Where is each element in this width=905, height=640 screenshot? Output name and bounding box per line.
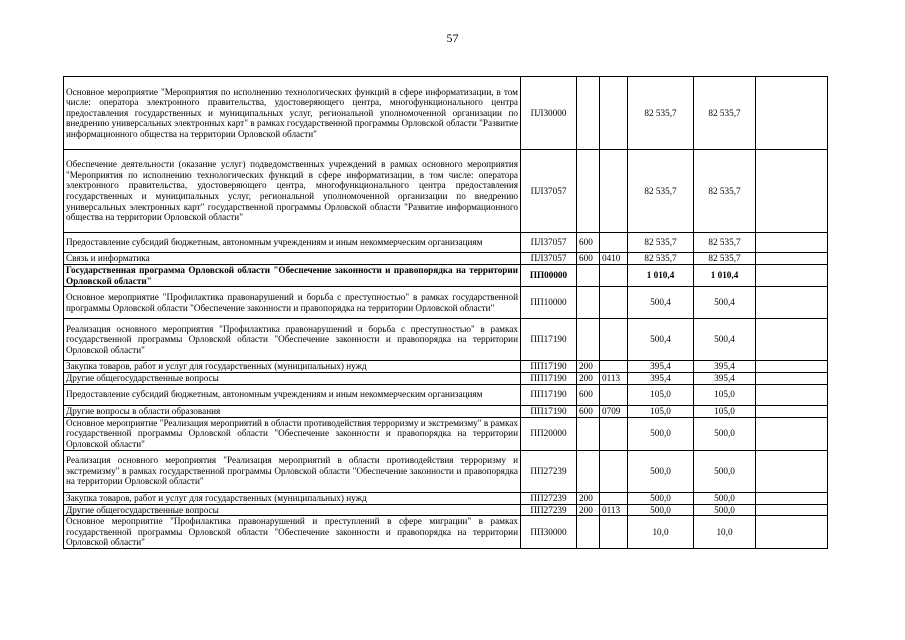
row-sum-1: 500,0	[628, 450, 694, 492]
row-vr: 200	[577, 504, 600, 516]
row-empty	[756, 450, 828, 492]
row-rz	[600, 384, 628, 405]
table-row	[64, 492, 828, 504]
row-empty	[756, 287, 828, 319]
row-empty	[756, 373, 828, 385]
row-name: Основное мероприятие "Профилактика правонарушений и борьба с преступностью" в рамках государственной программы Орловской области "Обеспечение законности и правопорядка на территории Орловской области"	[64, 287, 521, 319]
table-row	[64, 504, 828, 516]
table-row	[64, 373, 828, 385]
row-sum-1: 82 535,7	[628, 253, 694, 265]
table-row	[64, 319, 828, 361]
row-empty	[756, 319, 828, 361]
row-name: Предоставление субсидий бюджетным, автономным учреждениям и иным некоммерческим организациям	[64, 233, 521, 253]
row-vr: 200	[577, 361, 600, 373]
row-rz	[600, 77, 628, 150]
table-row	[64, 417, 828, 450]
row-code: ПП27239	[521, 492, 577, 504]
row-sum-1: 82 535,7	[628, 150, 694, 233]
row-empty	[756, 417, 828, 450]
row-code: ПП27239	[521, 504, 577, 516]
table-row	[64, 287, 828, 319]
table-row	[64, 361, 828, 373]
row-sum-1: 10,0	[628, 516, 694, 549]
row-rz	[600, 150, 628, 233]
row-sum-2: 500,0	[694, 450, 756, 492]
row-sum-2: 500,0	[694, 417, 756, 450]
row-empty	[756, 361, 828, 373]
row-name: Государственная программа Орловской области "Обеспечение законности и правопорядка на территории Орловской области"	[64, 265, 521, 287]
row-empty	[756, 492, 828, 504]
row-code: ПП17190	[521, 405, 577, 417]
row-code: ПП30000	[521, 516, 577, 549]
row-code: ПП17190	[521, 319, 577, 361]
row-rz	[600, 287, 628, 319]
row-sum-2: 395,4	[694, 373, 756, 385]
row-sum-1: 500,4	[628, 287, 694, 319]
row-rz: 0410	[600, 253, 628, 265]
row-sum-1: 1 010,4	[628, 265, 694, 287]
row-sum-1: 395,4	[628, 361, 694, 373]
row-empty	[756, 253, 828, 265]
row-sum-2: 1 010,4	[694, 265, 756, 287]
table-row	[64, 405, 828, 417]
row-rz	[600, 492, 628, 504]
row-vr	[577, 450, 600, 492]
row-rz: 0709	[600, 405, 628, 417]
row-vr: 200	[577, 373, 600, 385]
row-name: Реализация основного мероприятия "Реализация мероприятий в области противодействия терроризму и экстремизму" в рамках государственной программы Орловской области "Обеспечение законности и правопорядка на территории Орловской области"	[64, 450, 521, 492]
row-vr: 600	[577, 384, 600, 405]
row-sum-1: 500,0	[628, 492, 694, 504]
row-code: ПП17190	[521, 384, 577, 405]
row-code: ПЛ30000	[521, 77, 577, 150]
row-sum-1: 500,0	[628, 504, 694, 516]
row-empty	[756, 516, 828, 549]
table-row	[64, 384, 828, 405]
row-empty	[756, 384, 828, 405]
row-rz: 0113	[600, 373, 628, 385]
row-sum-1: 395,4	[628, 373, 694, 385]
row-name: Закупка товаров, работ и услуг для государственных (муниципальных) нужд	[64, 361, 521, 373]
row-sum-2: 500,0	[694, 504, 756, 516]
row-code: ПП00000	[521, 265, 577, 287]
row-vr	[577, 417, 600, 450]
row-rz: 0113	[600, 504, 628, 516]
row-rz	[600, 417, 628, 450]
row-name: Основное мероприятие "Профилактика правонарушений и преступлений в сфере миграции" в рамках государственной программы Орловской области "Обеспечение законности и правопорядка на территории Орловской области"	[64, 516, 521, 549]
row-empty	[756, 504, 828, 516]
row-empty	[756, 77, 828, 150]
row-sum-2: 10,0	[694, 516, 756, 549]
row-name: Связь и информатика	[64, 253, 521, 265]
row-vr: 600	[577, 405, 600, 417]
table-row	[64, 450, 828, 492]
row-rz	[600, 265, 628, 287]
row-vr: 200	[577, 492, 600, 504]
row-code: ПЛ37057	[521, 233, 577, 253]
row-empty	[756, 405, 828, 417]
row-name: Закупка товаров, работ и услуг для государственных (муниципальных) нужд	[64, 492, 521, 504]
row-code: ПП17190	[521, 361, 577, 373]
row-code: ПП27239	[521, 450, 577, 492]
row-name: Основное мероприятие "Мероприятия по исполнению технологических функций в сфере информатизации, в том числе: оператора электронного правительства, удостоверяющего центра, многофункционального центра предоставления государственных и муниципальных услуг, региональной уполномоченной организации по внедрению универсальных электронных карт" в рамках государственной программы Орловской области "Развитие информационного общества на территории Орловской области"	[64, 77, 521, 150]
row-vr	[577, 150, 600, 233]
row-sum-1: 105,0	[628, 405, 694, 417]
row-name: Обеспечение деятельности (оказание услуг) подведомственных учреждений в рамках основного мероприятия "Мероприятия по исполнению технологических функций в сфере информатизации, в том числе: оператора электронного правительства, удостоверяющего центра, многофункционального центра предоставления государственных и муниципальных услуг, региональной уполномоченной организации по внедрению универсальных электронных карт" государственной программы Орловской области "Развитие информационного общества на территории Орловской области"	[64, 150, 521, 233]
row-vr: 600	[577, 253, 600, 265]
row-sum-2: 500,0	[694, 492, 756, 504]
row-sum-2: 82 535,7	[694, 253, 756, 265]
row-vr: 600	[577, 233, 600, 253]
row-rz	[600, 319, 628, 361]
row-code: ПЛ37057	[521, 253, 577, 265]
row-sum-2: 500,4	[694, 319, 756, 361]
row-name: Другие общегосударственные вопросы	[64, 504, 521, 516]
row-rz	[600, 233, 628, 253]
row-name: Реализация основного мероприятия "Профилактика правонарушений и борьба с преступностью" в рамках государственной программы Орловской области "Обеспечение законности и правопорядка на территории Орловской области"	[64, 319, 521, 361]
table-row	[64, 265, 828, 287]
row-empty	[756, 233, 828, 253]
table-row	[64, 233, 828, 253]
row-empty	[756, 150, 828, 233]
row-sum-2: 82 535,7	[694, 150, 756, 233]
row-sum-1: 500,4	[628, 319, 694, 361]
row-rz	[600, 516, 628, 549]
table-row	[64, 150, 828, 233]
row-sum-1: 82 535,7	[628, 77, 694, 150]
row-empty	[756, 265, 828, 287]
row-vr	[577, 287, 600, 319]
row-rz	[600, 450, 628, 492]
row-name: Другие общегосударственные вопросы	[64, 373, 521, 385]
row-sum-1: 500,0	[628, 417, 694, 450]
row-sum-2: 82 535,7	[694, 233, 756, 253]
row-name: Другие вопросы в области образования	[64, 405, 521, 417]
page-number: 57	[446, 31, 459, 45]
row-sum-2: 105,0	[694, 384, 756, 405]
row-vr	[577, 265, 600, 287]
row-vr	[577, 319, 600, 361]
row-name: Предоставление субсидий бюджетным, автономным учреждениям и иным некоммерческим организациям	[64, 384, 521, 405]
row-code: ПЛ37057	[521, 150, 577, 233]
row-sum-2: 395,4	[694, 361, 756, 373]
row-code: ПП20000	[521, 417, 577, 450]
row-vr	[577, 77, 600, 150]
row-code: ПП10000	[521, 287, 577, 319]
row-sum-2: 105,0	[694, 405, 756, 417]
row-vr	[577, 516, 600, 549]
row-rz	[600, 361, 628, 373]
row-sum-1: 82 535,7	[628, 233, 694, 253]
table-row	[64, 77, 828, 150]
table-row	[64, 253, 828, 265]
row-sum-1: 105,0	[628, 384, 694, 405]
row-code: ПП17190	[521, 373, 577, 385]
table-row	[64, 516, 828, 549]
row-name: Основное мероприятие "Реализация мероприятий в области противодействия терроризму и экстремизму" в рамках государственной программы Орловской области "Обеспечение законности и правопорядка на территории Орловской области"	[64, 417, 521, 450]
budget-table	[63, 76, 828, 549]
row-sum-2: 500,4	[694, 287, 756, 319]
row-sum-2: 82 535,7	[694, 77, 756, 150]
